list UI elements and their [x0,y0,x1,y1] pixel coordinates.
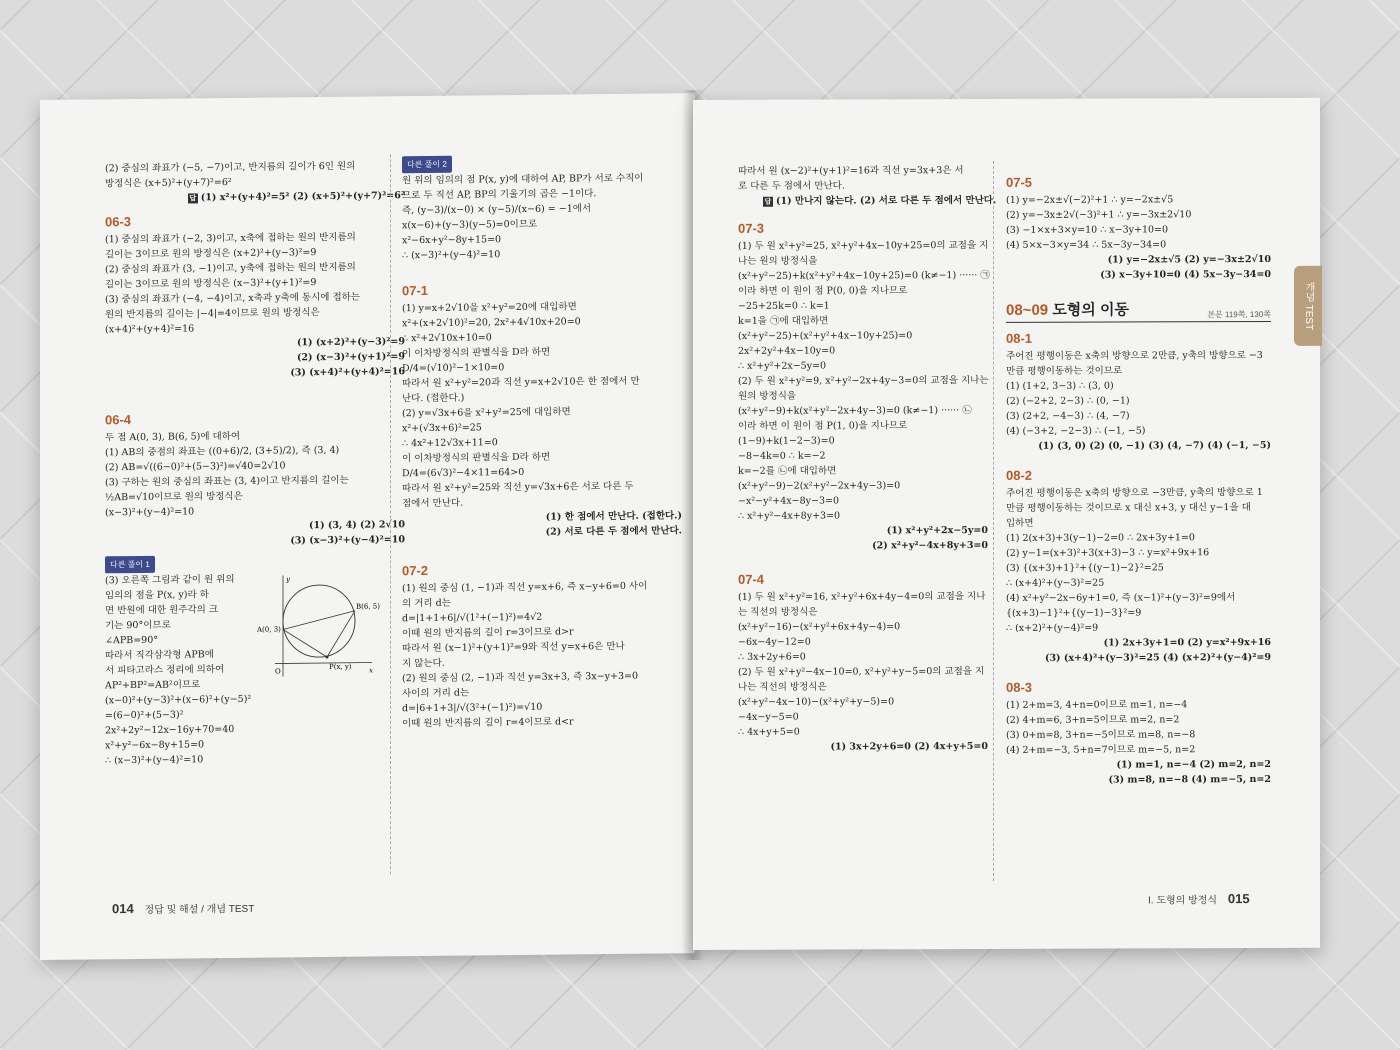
section-07-2-body [402,578,682,731]
text-line: (3) 0+m=8, 3+n=−5이므로 m=8, n=−8 [1006,729,1196,741]
text-line: (1) 원의 중심 (1, −1)과 직선 y=x+6, 즉 x−y+6=0 사이 [402,580,648,595]
text-line: (1−9)+k(1−2−3)=0 [738,435,835,447]
text-line: (x²+y²−25)+(x²+y²+4x−10y+25)=0 [738,330,913,342]
text-line: (2) (x−3)²+(y+1)²=9 [296,351,405,364]
text-line: (1) (3, 4) (2) 2√10 [308,519,405,532]
text-line: (2) 중심의 좌표가 (3, −1)이고, y축에 접하는 원의 반지름의 [105,261,356,276]
text-line: 2x²+2y²−12x−16y+70=40 [105,723,235,737]
text-line: (2) 중심의 좌표가 (−5, −7)이고, 반지름의 길이가 6인 원의 [105,160,356,175]
text-line: (1) (3, 0) (2) (0, −1) (3) (4, −7) (4) (−1, −5) [1038,439,1271,452]
text-line: (1) 한 점에서 만난다. (접한다.) [545,510,682,523]
section-08-1-answers [1006,438,1271,454]
page-number-left: 014 [112,901,134,917]
text-line: 나는 원의 방정식을 [738,255,818,267]
text-line: 따라서 원 x²+y²=20과 직선 y=x+2√10은 한 점에서 만 [402,375,640,390]
text-line: (1) (1+2, 3−3) ∴ (3, 0) [1006,380,1114,392]
text-line: (3) m=8, n=−8 (4) m=−5, n=2 [1108,773,1271,786]
left-page-col1 [105,158,405,768]
text-line: 이라 하면 이 원이 점 P(1, 0)을 지나므로 [738,420,908,432]
text-line: (2) AB=√((6−0)²+(5−3)²)=√40=2√10 [105,460,286,474]
text-line: 원 위의 임의의 점 P(x, y)에 대하여 AP, BP가 서로 수직이 [402,172,644,187]
text-line: (1) 두 원 x²+y²=16, x²+y²+6x+4y−4=0의 교점을 지나 [738,590,986,603]
text-line: 는 직선의 방정식은 [738,606,818,618]
text-line: 길이는 3이므로 원의 방정식은 (x+2)²+(y−3)²=9 [105,247,317,261]
section-08-3-body [1006,697,1271,758]
text-line: (3) x−3y+10=0 (4) 5x−3y−34=0 [1100,268,1271,281]
section-07-5-title: 07-5 [1006,174,1033,190]
section-07-3-title: 07-3 [738,220,765,236]
page-number-right: 015 [1227,891,1250,907]
text-line: (1) m=1, n=−4 (2) m=2, n=2 [1116,758,1271,771]
circle-shape [283,585,355,658]
text-line: 임의의 점을 P(x, y)라 하 [105,589,209,602]
text-line: (3) −1×x+3×y=10 ∴ x−3y+10=0 [1006,224,1169,236]
text-line: ∠APB=90° [105,634,158,647]
section-08-1-body [1006,348,1271,439]
text-line: 주어진 평행이동은 x축의 방향으로 −3만큼, y축의 방향으로 1 [1006,487,1263,499]
diameter-ab [283,611,355,630]
label-b: B(6, 5) [356,602,380,611]
alt-solution-2-tag: 다른 풀이 2 [402,156,452,174]
text-line: (3) 중심의 좌표가 (−4, −4)이고, x축과 y축에 동시에 접하는 [105,291,360,306]
section-06-4-body [105,427,405,520]
text-line: −6x−4y−12=0 [738,636,811,648]
right-page-col2 [1006,166,1271,788]
text-line: 서 피타고라스 정리에 의하여 [105,664,225,677]
section-08-2-title: 08-2 [1006,467,1033,483]
section-08-2-answers [1006,635,1271,666]
section-07-1-title: 07-1 [402,282,429,299]
text-line: 난다. (접한다.) [402,392,465,405]
text-line: 로 다른 두 점에서 만난다. [738,180,845,192]
text-line: (4) 2+m=−3, 5+n=7이므로 m=−5, n=2 [1006,744,1196,756]
text-line: (2) 원의 중심 (2, −1)과 직선 y=3x+3, 즉 3x−y+3=0 [402,670,639,685]
left-footer-text: 정답 및 해설 / 개념 TEST [144,903,255,916]
label-y: y [286,575,290,584]
top-answer: (1) 만나지 않는다. (2) 서로 다른 두 점에서 만난다. [776,194,997,207]
text-line: ∴ x²+2√10x+10=0 [402,332,492,345]
chapter-number: 08~09 [1006,301,1049,319]
text-line: −4x−y−5=0 [738,711,799,723]
text-line: (3) (2+2, −4−3) ∴ (4, −7) [1006,410,1130,422]
chapter-ref: 본문 119쪽, 130쪽 [1207,309,1271,320]
text-line: 원의 반지름의 길이는 |−4|=4이므로 원의 방정식은 [105,307,320,321]
text-line: (2) x²+y²−4x+8y+3=0 [872,539,988,552]
section-07-3-answers [738,523,988,554]
text-line: 이때 원의 반지름의 길이 r=3이므로 d>r [402,626,574,640]
section-07-5-body [1006,192,1271,253]
text-line: (1) 2(x+3)+3(y−1)−2=0 ∴ 2x+3y+1=0 [1006,532,1195,544]
alt-solution-1-tag: 다른 풀이 1 [105,556,155,574]
text-line: 이때 원의 반지름의 길이 r=4이므로 d<r [402,716,574,730]
text-line: 따라서 원 (x−2)²+(y+1)²=16과 직선 y=3x+3은 서 [738,165,964,177]
text-line: (3) (x−3)²+(y−4)²=10 [290,534,405,547]
text-line: AP²+BP²=AB²이므로 [105,679,201,692]
text-line: k=−2를 ㉡에 대입하면 [738,465,837,477]
column-divider [390,154,391,874]
section-08-3-answers [1006,757,1271,788]
text-line: 두 점 A(0, 3), B(6, 5)에 대하여 [105,430,241,444]
text-line: 면 반원에 대한 원주각의 크 [105,604,219,617]
left-page [40,93,695,960]
text-line: 이 이차방정식의 판별식을 D라 하면 [402,346,551,360]
text-line: 따라서 직각삼각형 APB에 [105,649,214,662]
section-08-1-title: 08-1 [1006,330,1033,346]
text-line: 지 않는다. [402,657,445,670]
text-line: 길이는 3이므로 원의 방정식은 (x−3)²+(y+1)²=9 [105,277,317,291]
section-08-2-body [1006,485,1271,636]
text-line: (2) 서로 다른 두 점에서 만난다. [545,525,682,538]
text-line: (3) {(x+3)+1}²+{(y−1)−2}²=25 [1006,562,1164,574]
section-07-5-answers [1006,252,1271,283]
text-line: 이 이차방정식의 판별식을 D라 하면 [402,451,551,465]
text-line: 원의 방정식을 [738,390,797,402]
answer-badge-icon: 답 [764,196,772,206]
section-06-3-body [105,229,405,337]
text-line: (2) (−2+2, 2−3) ∴ (0, −1) [1006,395,1130,407]
text-line: (1) 중심의 좌표가 (−2, 3)이고, x축에 접하는 원의 반지름의 [105,231,356,246]
text-line: (3) 오른쪽 그림과 같이 원 위의 [105,573,235,587]
text-line: (x²+y²−25)+k(x²+y²+4x−10y+25)=0 (k≠−1) ······ ㉠ [738,269,990,282]
x-axis-line [275,663,372,664]
text-line: x²−6x+y²−8y+15=0 [402,234,502,247]
text-line: d=|1+1+6|/√(1²+(−1)²)=4√2 [402,611,543,625]
text-line: 나는 직선의 방정식은 [738,681,827,693]
text-line: 만큼 평행이동하는 것이므로 [1006,365,1123,377]
left-page-col2 [402,153,682,731]
text-line: (1) y=−2x±√(−2)²+1 ∴ y=−2x±√5 [1006,194,1174,206]
text-line: (1) (x+2)²+(y−3)²=9 [296,336,405,349]
intro-lines [105,158,405,191]
label-x: x [369,666,373,675]
label-a: A(0, 3) [257,625,281,634]
text-line: −25+25k=0 ∴ k=1 [738,300,830,312]
section-07-3-body [738,238,988,524]
text-line: D/4=(√10)²−1×10=0 [402,362,505,375]
text-line: (x²+y²−9)−2(x²+y²−2x+4y−3)=0 [738,480,901,492]
text-line: 따라서 원 x²+y²=25와 직선 y=√3x+6은 서로 다른 두 [402,480,634,495]
segment-ap [283,629,327,657]
left-footer [112,900,254,916]
text-line: ∴ 4x²+12√3x+11=0 [402,437,498,450]
text-line: (3) 구하는 원의 중심의 좌표는 (3, 4)이고 반지름의 길이는 [105,474,349,489]
text-line: ∴ x²+y²+2x−5y=0 [738,360,827,372]
text-line: −x²−y²+4x−8y−3=0 [738,495,840,507]
top-lines [738,163,988,194]
text-line: ½AB=√10이므로 원의 방정식은 [105,490,243,504]
chapter-header [1006,302,1271,323]
text-line: (3) (x+4)²+(y+4)²=16 [290,366,405,379]
segment-bp [327,611,355,657]
text-line: (4) 5×x−3×y=34 ∴ 5x−3y−34=0 [1006,239,1167,251]
right-footer [1148,891,1250,906]
circle-diagram [257,570,380,681]
text-line: ∴ 4x+y+5=0 [738,726,800,738]
text-line: k=1을 ㉠에 대입하면 [738,315,829,327]
text-line: (x²+y²−9)+k(x²+y²−2x+4y−3)=0 (k≠−1) ······ ㉡ [738,405,972,417]
text-line: 사이의 거리 d는 [402,687,470,700]
side-tab-concept-test[interactable]: 개념 TEST [1294,266,1322,346]
text-line: D/4=(6√3)²−4×11=64>0 [402,466,525,480]
text-line: 2x²+2y²+4x−10y=0 [738,345,836,357]
text-line: (x²+y²−16)−(x²+y²+6x+4y−4)=0 [738,621,901,633]
text-line: {(x+3)−1}²+{(y−1)−3}²=9 [1006,607,1142,619]
text-line: d=|6+1+3|/√(3²+(−1)²)=√10 [402,701,543,715]
chapter-name: 도형의 이동 [1052,301,1129,319]
section-07-4-answers [738,739,988,755]
text-line: 기는 90°이므로 [105,619,171,632]
right-footer-text: I. 도형의 방정식 [1148,895,1218,907]
text-line: (x−0)²+(y−3)²+(x−6)²+(y−5)² [105,693,252,707]
text-line: (4) (−3+2, −2−3) ∴ (−1, −5) [1006,425,1146,437]
text-line: 따라서 원 (x−1)²+(y+1)²=9와 직선 y=x+6은 만나 [402,640,625,655]
text-line: ∴ (x+4)²+(y−3)²=25 [1006,577,1105,589]
text-line: ∴ 3x+2y+6=0 [738,651,806,663]
text-line: (4) x²+y²−2x−6y+1=0, 즉 (x−1)²+(y−3)²=9에서 [1006,592,1236,604]
text-line: 주어진 평행이동은 x축의 방향으로 2만큼, y축의 방향으로 −3 [1006,350,1263,362]
text-line: =(6−0)²+(5−3)² [105,709,184,722]
right-page [693,98,1320,950]
text-line: 의 거리 d는 [402,597,451,610]
text-line: (2) y=√3x+6을 x²+y²=25에 대입하면 [402,406,571,420]
text-line: (1) 2+m=3, 4+n=0이므로 m=1, n=−4 [1006,699,1188,711]
text-line: ∴ (x+2)²+(y−4)²=9 [1006,622,1099,634]
text-line: (2) y=−3x±2√(−3)²+1 ∴ y=−3x±2√10 [1006,209,1192,221]
text-line: (1) 두 원 x²+y²=25, x²+y²+4x−10y+25=0의 교점을 지 [738,239,989,252]
alt-solution-2-body [402,170,682,263]
text-line: 방정식은 (x+5)²+(y+7)²=6² [105,176,232,190]
text-line: x²+y²−6x−8y+15=0 [105,739,205,752]
text-line: (1) x²+y²+2x−5y=0 [886,524,988,537]
section-06-4-title: 06-4 [105,412,132,428]
section-06-3-title: 06-3 [105,214,132,230]
text-line: (2) y−1=(x+3)²+3(x+3)−3 ∴ y=x²+9x+16 [1006,547,1210,559]
intro-answer: (1) x²+(y+4)²=5² (2) (x+5)²+(y+7)²=6² [200,190,405,204]
text-line: (1) 2x+3y+1=0 (2) y=x²+9x+16 [1103,636,1271,649]
section-08-3-title: 08-3 [1006,679,1033,695]
section-06-3-answers [105,334,405,382]
section-07-2-title: 07-2 [402,562,429,579]
section-07-4-body [738,589,988,740]
text-line: ∴ x²+y²−4x+8y+3=0 [738,510,841,522]
text-line: (3) (x+4)²+(y−3)²=25 (4) (x+2)²+(y−4)²=9 [1044,651,1271,664]
right-page-col1 [738,163,997,755]
text-line: 점에서 만난다. [402,497,464,510]
section-06-4-answers [105,517,405,550]
text-line: x(x−6)+(y−3)(y−5)=0이므로 [402,218,538,232]
label-p: P(x, y) [329,662,352,671]
text-line: (2) 두 원 x²+y²=9, x²+y²−2x+4y−3=0의 교점을 지나는 [738,374,989,387]
text-line: 므로 두 직선 AP, BP의 기울기의 곱은 −1이다. [402,188,597,202]
text-line: (2) 4+m=6, 3+n=5이므로 m=2, n=2 [1006,714,1180,726]
text-line: x²+(x+2√10)²=20, 2x²+4√10x+20=0 [402,316,581,330]
text-line: 만큼 평행이동하는 것이므로 x 대신 x+3, y 대신 y−1을 대 [1006,502,1251,514]
text-line: (2) 두 원 x²+y²−4x−10=0, x²+y²+y−5=0의 교점을 지 [738,665,985,678]
text-line: ∴ (x−3)²+(y−4)²=10 [105,754,204,767]
text-line: (1) y=−2x±√5 (2) y=−3x±2√10 [1107,253,1271,266]
answer-badge-icon: 답 [189,192,197,202]
text-line: (1) y=x+2√10을 x²+y²=20에 대입하면 [402,301,577,315]
section-07-4-title: 07-4 [738,571,765,587]
text-line: ∴ (x−3)²+(y−4)²=10 [402,249,501,262]
text-line: (x−3)²+(y−4)²=10 [105,506,195,519]
text-line: (1) AB의 중점의 좌표는 ((0+6)/2, (3+5)/2), 즉 (3, 4) [105,444,340,459]
text-line: (x+4)²+(y+4)²=16 [105,323,195,336]
text-line: (1) 3x+2y+6=0 (2) 4x+y+5=0 [830,740,988,753]
text-line: 즉, (y−3)/(x−0) × (y−5)/(x−6) = −1에서 [402,203,592,217]
text-line: 입하면 [1006,517,1034,529]
text-line: 이라 하면 이 원이 점 P(0, 0)을 지나므로 [738,285,908,297]
text-line: (x²+y²−4x−10)−(x²+y²+y−5)=0 [738,696,895,708]
text-line: −8−4k=0 ∴ k=−2 [738,450,826,462]
section-07-1-answers [402,508,682,541]
column-divider [993,161,994,881]
text-line: x²+(√3x+6)²=25 [402,422,482,435]
label-o: O [275,667,281,676]
section-07-1-body [402,298,682,511]
